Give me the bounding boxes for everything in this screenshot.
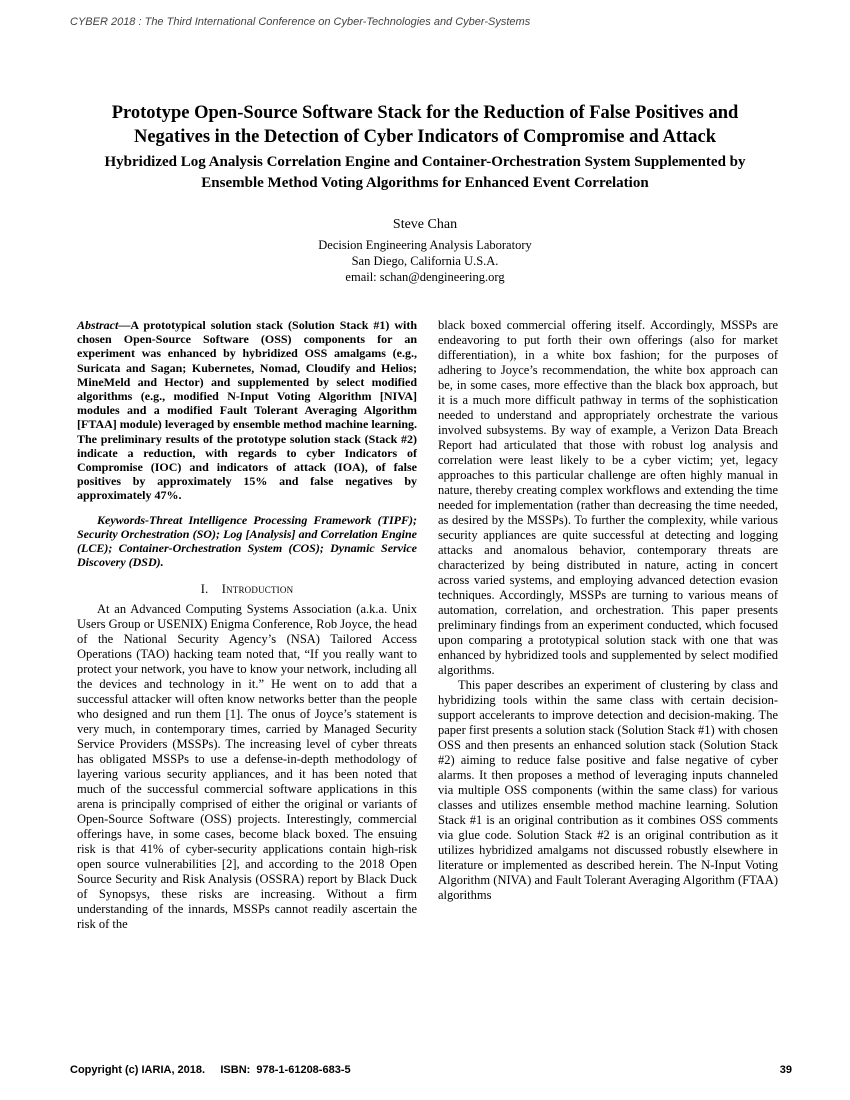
intro-paragraph-3: This paper describes an experiment of clustering by class and hybridizing tools within the same class with certain decision-support accelerants to improve detection and decision-making. The paper first presents a solution stack (Solution Stack #1) with chosen OSS and then presents an enhanced solution stack (Solution Stack #2) aiming to reduce false positive and false negative of cyber alarms. It then proposes a method of leveraging inputs channeled via multiple OSS components (within the same class) for various classes and utilizes ensemble method machine learning. Solution Stack #1 is an original contribution as it combines OSS comments via glue code. Solution Stack #2 is an original contribution as it utilizes hybridized amalgams not discussed robustly elsewhere in literature or implemented as described herein. The N-Input Voting Algorithm (NIVA) and Fault Tolerant Averaging Algorithm (FTAA) algorithms (438, 678, 778, 902)
subtitle-line-1: Hybridized Log Analysis Correlation Engine and Container-Orchestration System Supplemented by (104, 154, 746, 170)
abstract-text: —A prototypical solution stack (Solution Stack #1) with chosen Open-Source Software (OSS) components for an experiment was enhanced by hybridized OSS amalgams (e.g., Suricata and Sagan; Kubernetes, Nomad, Cloudify and Helios; MineMeld and Hector) and supplemented by select modified algorithms (e.g., modified N-Input Voting Algorithm [NIVA] modules and a modified Fault Tolerant Averaging Algorithm [FTAA] module) leveraged by ensemble method machine learning. The preliminary results of the prototype solution stack (Stack #2) indicate a reduction, with regards to cyber Indicators of Compromise (IOC) and indicators of attack (IOA), of false positives by approximately 15% and false negatives by approximately 47%. (77, 318, 417, 503)
title-line-1: Prototype Open-Source Software Stack for the Reduction of False Positives and (111, 103, 739, 123)
keywords: Keywords-Threat Intelligence Processing Framework (TIPF); Security Orchestration (SO); Log [Analysis] and Correlation Engine (LCE); Container-Orchestration System (COS); Dynamic Service Discovery (DSD). (77, 512, 417, 570)
abstract (77, 318, 417, 503)
running-header: CYBER 2018 : The Third International Conference on Cyber-Technologies and Cyber-Systems (70, 16, 531, 28)
section-heading-introduction (77, 582, 417, 597)
title-line-2: Negatives in the Detection of Cyber Indicators of Compromise and Attack (133, 127, 716, 147)
author-name: Steve Chan (392, 217, 458, 232)
right-column (438, 318, 778, 903)
subtitle-line-2: Ensemble Method Voting Algorithms for Enhanced Event Correlation (201, 175, 649, 191)
author-email: email: schan@dengineering.org (345, 270, 505, 284)
intro-paragraph-1: At an Advanced Computing Systems Association (a.k.a. Unix Users Group or USENIX) Enigma Conference, Rob Joyce, the head of the National Security Agency’s (NSA) Tailored Access Operations (TAO) hacking team noted that, “If you really want to protect your network, you have to know your network, including all the devices and technology in it.” He went on to add that a successful attacker will often know networks better than the people who designed and run them [1]. The onus of Joyce’s statement is very much, in contemporary times, carried by Managed Security Service Providers (MSSPs). The increasing level of cyber threats has obligated MSSPs to use a defense-in-depth methodology of layering various security appliances, and it has been noted that much of the successful commercial software applications in this arena is principally comprised of either the original or variants of Open-Source Software (OSS) projects. Interestingly, commercial offerings have, in some cases, become black boxed. The ensuing risk is that 41% of cyber-security applications contain high-risk open source vulnerabilities [2], and according to the 2018 Open Source Security and Risk Analysis (OSSRA) report by Black Duck of Synopsys, these risks are increasing. Without a firm understanding of the innards, MSSPs cannot readily ascertain the risk of the (77, 602, 417, 932)
section-numeral: I. (200, 582, 209, 597)
intro-paragraph-2: black boxed commercial offering itself. Accordingly, MSSPs are endeavoring to put forth their own offerings (also for market differentiation), in a white box fashion; for the purposes of adhering to Joyce’s recommendation, the white box approach can be, in some cases, more effective than the black box approach, but it is a much more difficult pathway in terms of the sophistication needed to understand and appropriately orchestrate the various involved subsystems. By way of example, a Verizon Data Breach Report had articulated that those with robust log analysis and correlation were least likely to be a cyber victim; yet, legacy approaches to this particular challenge are often highly manual in nature, thereby creating complex workflows and extending the time needed for implementation (rather than decreasing the time needed, as desired by the MSSPs). To further the complexity, while various security appliances are quite successful at detecting and logging attacks and anomalous behavior, contemporary threats are characterized by being distributed in nature, acting in concert across varied systems, and employing advanced detection evasion techniques. Accordingly, MSSPs are turning to various means of automation, correlation, and orchestration. This paper presents preliminary findings from an experiment conducted, which focused upon comparing a prototypical solution stack with one that was enhanced by hybridized tools and supplemented by select modified algorithms. (438, 318, 778, 677)
abstract-label: Abstract (77, 318, 119, 332)
left-column (77, 318, 417, 932)
page-number: 39 (779, 1064, 792, 1076)
footer-copyright: Copyright (c) IARIA, 2018. ISBN: 978-1-61208-683-5 (70, 1064, 351, 1076)
paper-subtitle (70, 152, 780, 194)
author-location: San Diego, California U.S.A. (351, 254, 499, 268)
author-affiliation: Decision Engineering Analysis Laboratory (318, 238, 532, 252)
section-title: Introduction (221, 582, 294, 597)
paper-title (70, 101, 780, 149)
